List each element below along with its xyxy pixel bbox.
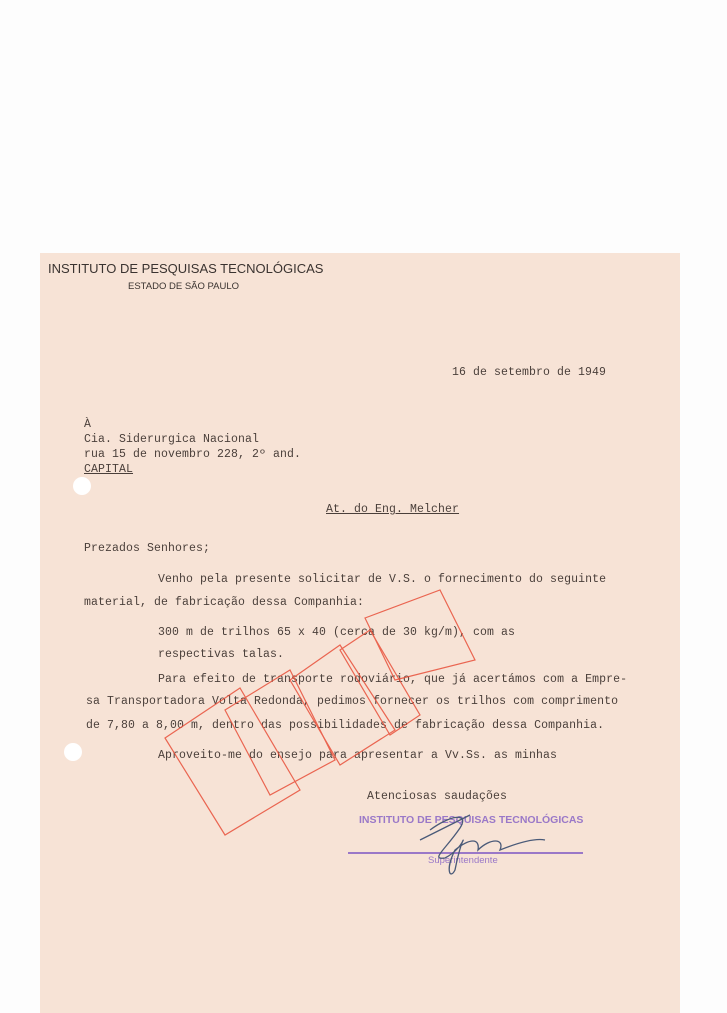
signature-stamp-institution: INSTITUTO DE PESQUISAS TECNOLÓGICAS xyxy=(359,814,584,826)
letterhead-institution: INSTITUTO DE PESQUISAS TECNOLÓGICAS xyxy=(48,261,324,276)
attention-line: At. do Eng. Melcher xyxy=(326,503,460,516)
recipient-name: Cia. Siderurgica Nacional xyxy=(84,433,260,446)
body-line: material, de fabricação dessa Companhia: xyxy=(84,596,365,609)
red-outline-stamp xyxy=(165,590,475,835)
letter-date: 16 de setembro de 1949 xyxy=(452,366,607,379)
letterhead-state: ESTADO DE SÃO PAULO xyxy=(128,281,240,292)
body-line: sa Transportadora Volta Redonda, pedimos fornecer os trilhos com comprimento xyxy=(86,695,619,708)
recipient-prefix: À xyxy=(84,418,92,431)
body-line: Venho pela presente solicitar de V.S. o fornecimento do seguinte xyxy=(158,573,607,586)
signature-stamp-title: Superintendente xyxy=(428,855,498,866)
salutation: Prezados Senhores; xyxy=(84,542,211,555)
body-line: 300 m de trilhos 65 x 40 (cerca de 30 kg/m), com as xyxy=(158,626,516,639)
handwritten-signature xyxy=(420,815,545,874)
body-line: Para efeito de transporte rodoviário, que já acertámos com a Empre- xyxy=(158,673,628,686)
recipient-city: CAPITAL xyxy=(84,463,134,476)
recipient-address: rua 15 de novembro 228, 2º and. xyxy=(84,448,302,461)
body-line: de 7,80 a 8,00 m, dentro das possibilidades de fabricação dessa Companhia. xyxy=(86,719,605,732)
body-line: Aproveito-me do ensejo para apresentar a Vv.Ss. as minhas xyxy=(158,749,558,762)
body-line: respectivas talas. xyxy=(158,648,285,661)
closing: Atenciosas saudações xyxy=(367,790,508,803)
